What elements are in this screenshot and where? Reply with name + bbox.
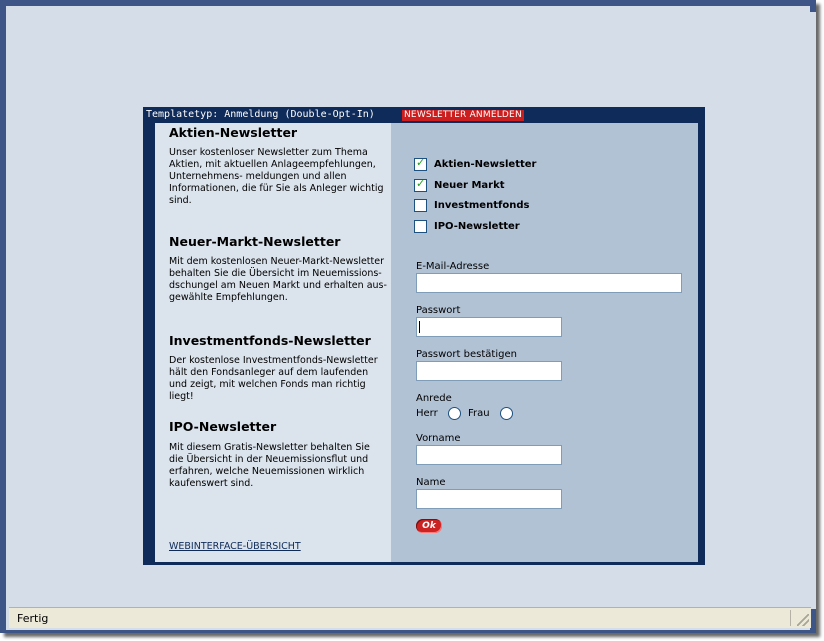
firstname-label: Vorname	[416, 433, 461, 444]
checkbox-label: Investmentfonds	[434, 200, 530, 211]
checkbox-ipo[interactable]	[414, 220, 427, 233]
radio-frau[interactable]	[500, 407, 513, 420]
newsletter-description: Mit diesem Gratis-Newsletter behalten Sie die Übersicht in der Neuemissionsflut und erfahren, welche Neuemissionen wirklich kaufenswert sind.	[169, 442, 370, 489]
newsletter-descriptions	[155, 123, 391, 562]
ok-button[interactable]: Ok	[416, 519, 442, 533]
radio-label-herr: Herr	[416, 408, 438, 419]
checkbox-label: Neuer Markt	[434, 180, 505, 191]
newsletter-title: Neuer-Markt-Newsletter	[169, 234, 341, 249]
email-input[interactable]	[416, 273, 682, 293]
page-viewport	[12, 12, 816, 609]
check-icon: ✓	[416, 177, 426, 190]
checkbox-investmentfonds[interactable]	[414, 199, 427, 212]
email-label: E-Mail-Adresse	[416, 261, 490, 272]
firstname-input[interactable]	[416, 445, 562, 465]
checkbox-aktien[interactable]	[414, 158, 427, 171]
password-confirm-input[interactable]	[416, 361, 562, 381]
checkbox-label: IPO-Newsletter	[434, 221, 520, 232]
salutation-label: Anrede	[416, 393, 452, 404]
newsletter-title: IPO-Newsletter	[169, 419, 277, 434]
status-divider	[790, 610, 791, 626]
radio-label-frau: Frau	[468, 408, 490, 419]
newsletter-subscribe-badge: NEWSLETTER ANMELDEN	[404, 110, 522, 120]
panel-header	[143, 107, 705, 123]
status-text: Fertig	[17, 612, 49, 625]
password-confirm-label: Passwort bestätigen	[416, 349, 517, 360]
newsletter-description: Mit dem kostenlosen Neuer-Markt-Newsletter behalten Sie die Übersicht im Neuemissions- dschungel am Neuen Markt und erhalten aus- gewählte Empfehlungen.	[169, 256, 387, 303]
text-caret	[419, 321, 420, 333]
window-body	[6, 6, 810, 630]
newsletter-description: Unser kostenloser Newsletter zum Thema Aktien, mit aktuellen Anlageempfehlungen, Unternehmens- meldungen und allen Informationen, die für Sie als Anleger wichtig sind.	[169, 147, 384, 206]
newsletter-description: Der kostenlose Investmentfonds-Newsletter hält den Fondsanleger auf dem laufenden und zeigt, mit welchen Fonds man richtig liegt!	[169, 355, 378, 402]
template-type-label: Templatetyp: Anmeldung (Double-Opt-In)	[146, 109, 375, 120]
resize-grip-icon[interactable]	[797, 614, 809, 626]
checkbox-neuer-markt[interactable]	[414, 179, 427, 192]
password-input[interactable]	[416, 317, 562, 337]
name-label: Name	[416, 477, 446, 488]
name-input[interactable]	[416, 489, 562, 509]
password-label: Passwort	[416, 305, 461, 316]
newsletter-title: Aktien-Newsletter	[169, 125, 298, 140]
radio-herr[interactable]	[448, 407, 461, 420]
webinterface-overview-link[interactable]: WEBINTERFACE-ÜBERSICHT	[169, 541, 301, 552]
subscription-form	[391, 123, 698, 562]
status-bar	[9, 607, 811, 628]
checkbox-label: Aktien-Newsletter	[434, 159, 537, 170]
check-icon: ✓	[416, 156, 426, 169]
newsletter-panel	[143, 107, 705, 565]
newsletter-title: Investmentfonds-Newsletter	[169, 333, 371, 348]
